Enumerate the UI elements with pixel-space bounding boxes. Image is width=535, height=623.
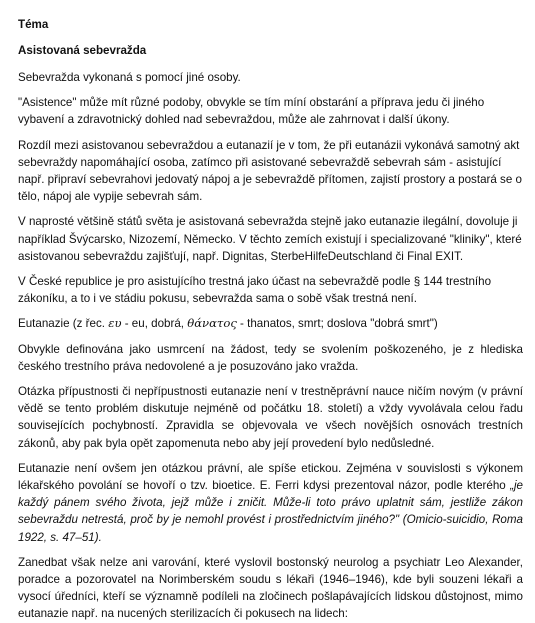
paragraph-warning: Zanedbat však nelze ani varování, které vyslovil bostonský neurolog a psychiatr Leo Alexander, poradce a pozorovatel na Norimberském soudu s lékaři (1946–1946), kde byli souzeni lékaři a vysocí úředníci, kteří se významně podíleli na zločinech pošlapávajících lidskou důstojnost, mimo eutanazie např. na nucených sterilizacích či pokusech na lidech:	[18, 555, 523, 621]
greek-eu: ευ	[108, 316, 122, 331]
topic-heading: Téma	[18, 18, 49, 31]
paragraph-legality-czech: V České republice je pro asistujícího trestná jako účast na sebevraždě podle § 144 trestního zákoníku, a to i ve stádiu pokusu, sebevražda sama o sobě však trestná není.	[18, 275, 492, 306]
ethics-text: Eutanazie není ovšem jen otázkou právní, ale spíše etickou. Zejména v souvislosti s výkonem lékařského povolání se hovoří o tzv. bioetice. E. Ferri kdysi prezentoval názor, podle kterého	[18, 461, 523, 493]
paragraph-legality-world: V naprosté většině států světa je asistovaná sebevražda stejně jako eutanazie ilegální, dovoluje ji například Švýcarsko, Nizozemí, Německo. V těchto zemích existují i specializované "kliniky", které asistovanou sebevraždu zajišťují, např. Dignitas, SterbeHilfeDeutschland či Final EXIT.	[18, 215, 522, 263]
etymology-text-2: - eu, dobrá,	[121, 317, 188, 331]
paragraph-definition: Sebevražda vykonaná s pomocí jiné osoby.	[18, 71, 241, 84]
section-heading: Asistovaná sebevražda	[18, 44, 147, 57]
ferri-quote: „je každý pánem svého života, jejž může i zničit. Může-li toto právo uplatnit sám, jestliže zákon sebevraždu netrestá, proč by je nemohl provést i prostřednictvím jiného?" (Omicio-suicidio, Roma 1922, s. 47–51).	[18, 479, 523, 544]
paragraph-legal-definition: Obvykle definována jako usmrcení na žádost, tedy se svolením poškozeného, je z hlediska českého trestního práva nedovolené a je posuzováno jako vražda.	[18, 342, 523, 373]
etymology-text-3: - thanatos, smrt; doslova "dobrá smrt")	[236, 317, 438, 331]
paragraph-etymology	[18, 315, 523, 332]
etymology-text-1: Eutanazie (z řec.	[18, 317, 109, 331]
paragraph-assistance: "Asistence" může mít různé podoby, obvykle se tím míní obstarání a příprava jedu či jiného vybavení a zdravotnický dohled nad sebevraždou, může ale zahrnovat i další úkony.	[18, 96, 485, 127]
paragraph-difference: Rozdíl mezi asistovanou sebevraždou a eutanazií je v tom, že při eutanázii vykonává samotný akt sebevraždy napomáhající osoba, zatímco při asistované sebevraždě sebevrah sám - asistující např. připraví sebevrahovi jedovatý nápoj a je sebevraždě přítomen, zajistí prostory a postará se o tělo, nápoj ale vypije sebevrah sám.	[18, 138, 522, 204]
greek-thanatos: θάνατος	[187, 316, 237, 331]
paragraph-history: Otázka přípustnosti či nepřípustnosti eutanazie není v trestněprávní nauce ničím novým (v právní vědě se tento problém diskutuje nejméně od počátku 18. století) a vždy vyvolávala celou řadu souvisejících pochybností. Zpravidla se objevovala ve všech novějších osnovách trestních zákonů, aby pak byla opět zapomenuta nebo aby její provedení bylo nedůsledné.	[18, 385, 523, 450]
paragraph-ethics	[18, 460, 523, 546]
